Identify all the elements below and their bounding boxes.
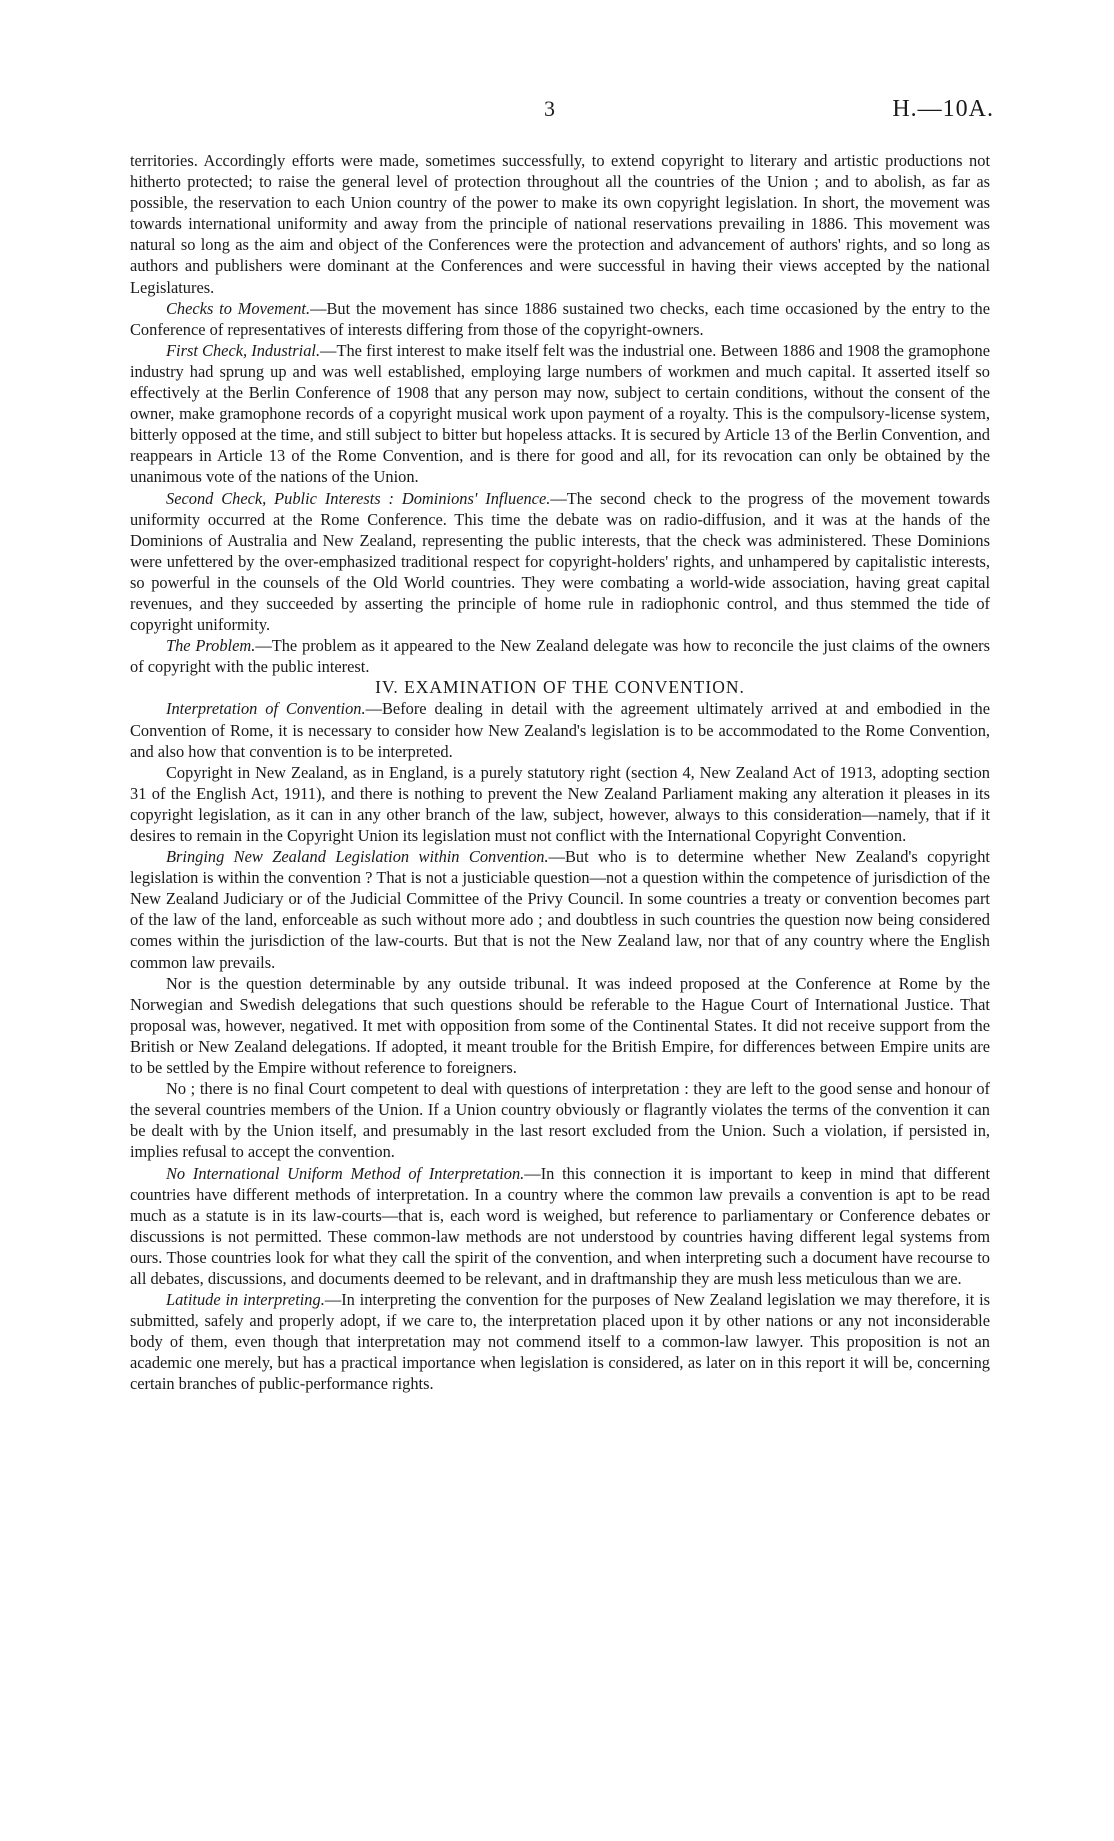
paragraph: No ; there is no final Court competent to deal with questions of interpretation : they are left to the good sense and honour of the several countries members of the Union. If a Union country obviously or flagrantly violates the terms of the convention it can be dealt with by the Union itself, and presumably in the last resort excluded from the Union. Such a violation, if persisted in, implies refusal to accept the convention. — [130, 1079, 990, 1162]
paragraph-heading: Second Check, Public Interests : Dominions' Influence. — [166, 488, 551, 508]
paragraph: territories. Accordingly efforts were made, sometimes successfully, to extend copyright to literary and artistic productions not hitherto protected; to raise the general level of protection throughout all the countries of the Union ; and to abolish, as far as possible, the reservation to each Union country of the power to make its own copyright legislation. In short, the movement was towards international uniformity and away from the principle of national reservations prevailing in 1886. This movement was natural so long as the aim and object of the Conferences were the protection and advancement of authors' rights, and so long as authors and publishers were dominant at the Conferences and were successful in having their views accepted by the national Legislatures. — [130, 151, 990, 297]
paragraph-heading: Interpretation of Convention. — [166, 699, 366, 719]
paragraph: Checks to Movement.—But the movement has since 1886 sustained two checks, each time occasioned by the entry to the Conference of representatives of interests differing from those of the copyright-owners. — [130, 298, 990, 339]
paragraph-heading: Bringing New Zealand Legislation within Convention. — [166, 847, 549, 867]
paragraph-heading: The Problem. — [166, 636, 256, 656]
paragraph: Interpretation of Convention.—Before dealing in detail with the agreement ultimately arrived at and embodied in the Convention of Rome, it is necessary to consider how New Zealand's legislation is to be accommodated to the Rome Convention, and also how that convention is to be interpreted. — [130, 699, 990, 761]
paragraph: The Problem.—The problem as it appeared to the New Zealand delegate was how to reconcile the just claims of the owners of copyright with the public interest. — [130, 636, 991, 677]
body-text — [130, 150, 990, 1395]
page-header — [0, 96, 1114, 136]
paragraph-heading: First Check, Industrial. — [166, 340, 321, 360]
paragraph: Second Check, Public Interests : Dominions' Influence.—The second check to the progress of the movement towards uniformity occurred at the Rome Conference. This time the debate was on radio-diffusion, and it was at the hands of the Dominions of Australia and New Zealand, representing the public interests, that the check was administered. These Dominions were unfettered by the over-emphasized traditional respect for copyright-holders' rights, and unhampered by capitalistic interests, so powerful in the counsels of the Old World countries. They were combating a world-wide association, having great capital revenues, and they succeeded by asserting the principle of home rule in radiophonic control, and thus stemmed the tide of copyright uniformity. — [130, 488, 990, 635]
paragraph: Bringing New Zealand Legislation within Convention.—But who is to determine whether New Zealand's copyright legislation is within the convention ? That is not a justiciable question—not a question within the competence of jurisdiction of the New Zealand Judiciary or of the Judicial Committee of the Privy Council. In some countries a treaty or convention becomes part of the law of the land, enforceable as such without more ado ; and doubtless in such countries the question now being considered comes within the jurisdiction of the law-courts. But that is not the New Zealand law, nor that of any country where the English common law prevails. — [130, 847, 990, 972]
paragraph-heading: Checks to Movement. — [166, 298, 311, 318]
document-code: H.—10A. — [892, 96, 994, 122]
paragraph: Copyright in New Zealand, as in England, is a purely statutory right (section 4, New Zealand Act of 1913, adopting section 31 of the English Act, 1911), and there is nothing to prevent the New Zealand Parliament making any alteration it pleases in its copyright legislation, as it can in any other branch of the law, subject, however, always to this consideration—namely, that if it desires to remain in the Copyright Union its legislation must not conflict with the International Copyright Convention. — [130, 762, 990, 845]
page-number: 3 — [544, 96, 555, 121]
paragraph-heading: No International Uniform Method of Interpretation. — [166, 1163, 525, 1183]
paragraph: No International Uniform Method of Interpretation.—In this connection it is important to keep in mind that different countries have different methods of interpretation. In a country where the common law prevails a convention is apt to be read much as a statute is in its law-courts—that is, each word is weighed, but reference to parliamentary or Conference debates or discussions is not permitted. These common-law methods are not understood by countries having different legal systems from ours. Those countries look for what they call the spirit of the convention, and when interpreting such a document have recourse to all debates, discussions, and documents deemed to be relevant, and in draftmanship they are mush less meticulous than we are. — [130, 1163, 990, 1288]
paragraph: Latitude in interpreting.—In interpreting the convention for the purposes of New Zealand legislation we may therefore, it is submitted, safely and properly adopt, if we care to, the interpretation placed upon it by other nations or any not inconsiderable body of them, even though that interpretation may not commend itself to a common-law lawyer. This proposition is not an academic one merely, but has a practical importance when legislation is considered, as later on in this report it will be, concerning certain branches of public-performance rights. — [130, 1290, 990, 1394]
paragraph: Nor is the question determinable by any outside tribunal. It was indeed proposed at the Conference at Rome by the Norwegian and Swedish delegations that such questions should be referable to the Hague Court of International Justice. That proposal was, however, negatived. It met with opposition from some of the Continental States. It did not receive support from the British or New Zealand delegations. If adopted, it meant trouble for the British Empire, for differences between Empire units are to be settled by the Empire without reference to foreigners. — [130, 973, 990, 1078]
paragraph: First Check, Industrial.—The first interest to make itself felt was the industrial one. Between 1886 and 1908 the gramophone industry had sprung up and was well established, employing large numbers of workmen and much capital. It asserted itself so effectively at the Berlin Conference of 1908 that any person may now, subject to certain conditions, without the consent of the owner, make gramophone records of a copyright musical work upon payment of a royalty. This is the compulsory-license system, bitterly opposed at the time, and still subject to bitter but hopeless attacks. It is secured by Article 13 of the Berlin Convention, and reappears in Article 13 of the Rome Convention, and is there for good and all, for its revocation can only be obtained by the unanimous vote of the nations of the Union. — [130, 340, 990, 487]
section-title: IV. EXAMINATION OF THE CONVENTION. — [375, 677, 745, 698]
paragraph-heading: Latitude in interpreting. — [166, 1290, 325, 1310]
